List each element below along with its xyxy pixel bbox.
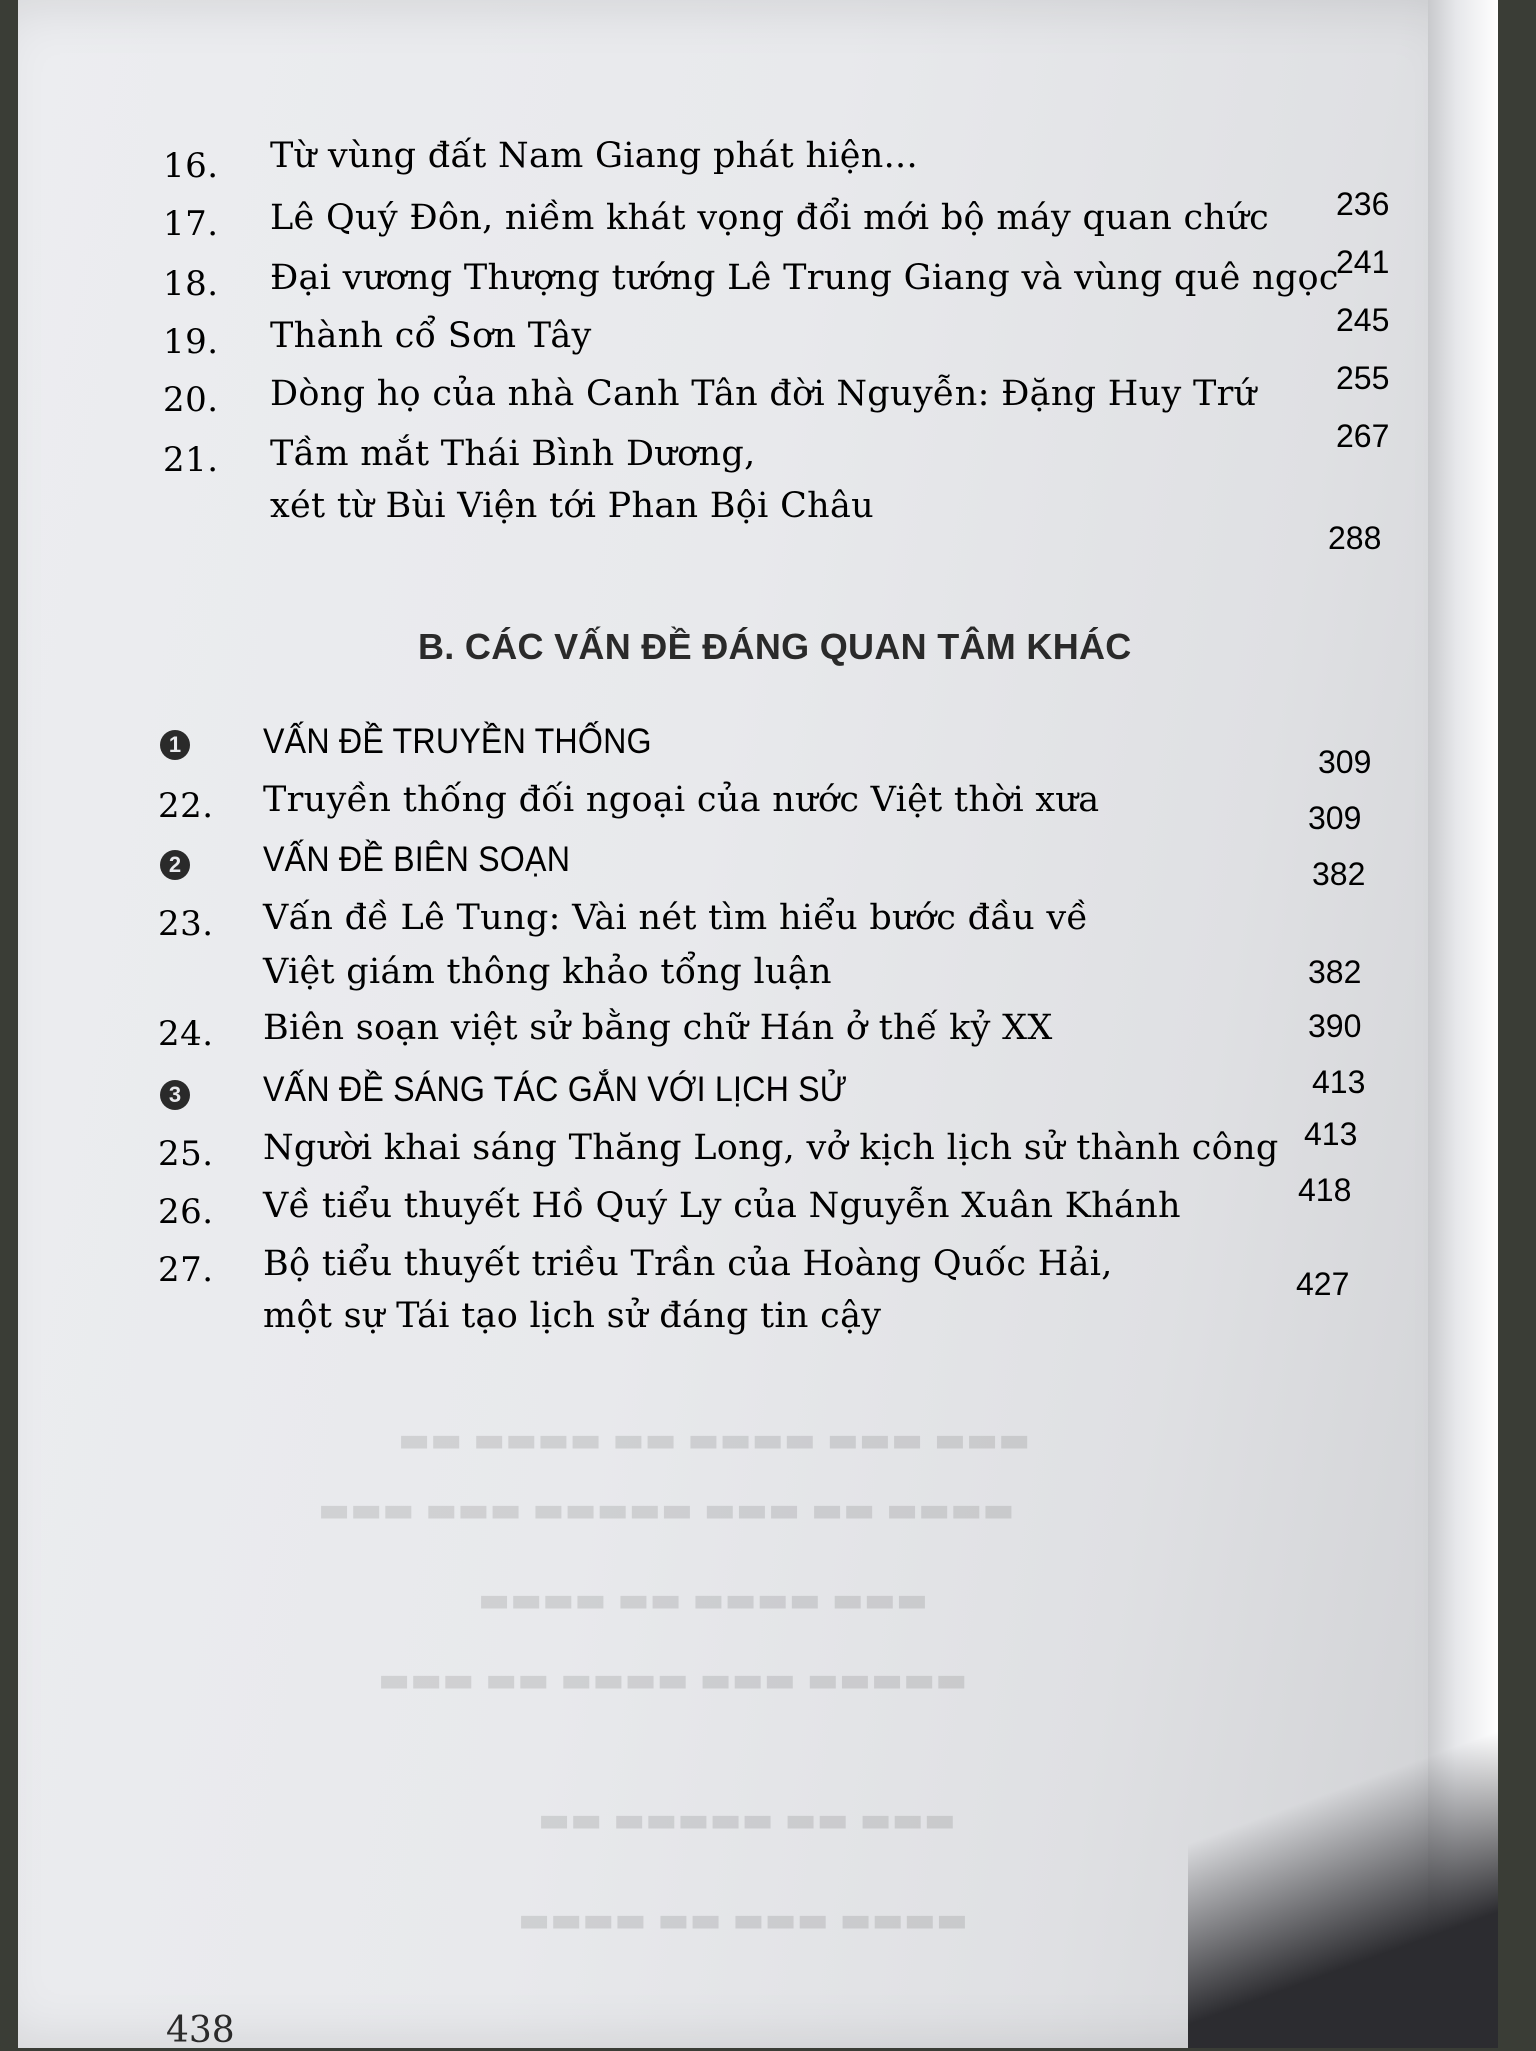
entry-page: 382 <box>1308 954 1362 990</box>
entry-number: 17. <box>163 204 219 244</box>
entry-number: 18. <box>163 264 219 304</box>
entry-title: Về tiểu thuyết Hồ Quý Ly của Nguyễn Xuân Khánh <box>263 1186 1181 1226</box>
entry-number: 22. <box>158 786 214 826</box>
bleed-through-text: ▬▬▬▬ ▬▬ ▬▬▬ ▬▬▬▬▬ ▬▬▬ ▬▬▬ <box>318 1490 1015 1530</box>
entry-number: 21. <box>163 440 219 480</box>
entry-title: Người khai sáng Thăng Long, vở kịch lịch sử thành công <box>263 1128 1279 1168</box>
section-page: 382 <box>1312 856 1366 892</box>
page-number: 438 <box>166 2010 235 2051</box>
entry-title-continued: xét từ Bùi Viện tới Phan Bội Châu <box>270 486 875 526</box>
section-page: 309 <box>1318 744 1372 780</box>
entry-page: 413 <box>1304 1116 1358 1152</box>
section-heading: B. CÁC VẤN ĐỀ ĐÁNG QUAN TÂM KHÁC <box>418 626 1132 667</box>
entry-title: Biên soạn việt sử bằng chữ Hán ở thế kỷ XX <box>263 1008 1053 1048</box>
entry-title: Vấn đề Lê Tung: Vài nét tìm hiểu bước đầu về <box>263 898 1089 938</box>
entry-page: 390 <box>1308 1008 1362 1044</box>
table-of-contents <box>18 0 1498 2051</box>
entry-title-continued: một sự Tái tạo lịch sử đáng tin cậy <box>263 1296 882 1336</box>
entry-page: 245 <box>1336 302 1390 338</box>
entry-title: Lê Quý Đôn, niềm khát vọng đổi mới bộ máy quan chức <box>270 198 1269 238</box>
entry-number: 19. <box>163 322 219 362</box>
entry-page: 418 <box>1298 1172 1352 1208</box>
bleed-through-text: ▬▬▬ ▬▬ ▬▬▬▬▬ ▬▬ <box>538 1800 956 1840</box>
entry-page: 427 <box>1296 1266 1350 1302</box>
entry-page: 288 <box>1328 520 1382 556</box>
entry-number: 24. <box>158 1014 214 1054</box>
section-title: VẤN ĐỀ SÁNG TÁC GẮN VỚI LỊCH SỬ <box>263 1070 848 1109</box>
section-marker: 3 <box>160 1080 190 1110</box>
entry-page: 241 <box>1336 244 1390 280</box>
bleed-through-text: ▬▬▬▬ ▬▬▬ ▬▬ ▬▬▬▬ <box>518 1900 969 1940</box>
entry-number: 27. <box>158 1250 214 1290</box>
entry-page: 267 <box>1336 418 1390 454</box>
bleed-through-text: ▬▬▬ ▬▬▬▬ ▬▬ ▬▬▬▬ <box>478 1580 929 1620</box>
entry-number: 16. <box>163 146 219 186</box>
book-page <box>18 0 1498 2051</box>
entry-number: 25. <box>158 1134 214 1174</box>
section-marker: 2 <box>160 850 190 880</box>
section-page: 413 <box>1312 1064 1366 1100</box>
entry-title: Bộ tiểu thuyết triều Trần của Hoàng Quốc Hải, <box>263 1244 1113 1284</box>
entry-title: Dòng họ của nhà Canh Tân đời Nguyễn: Đặng Huy Trứ <box>270 374 1257 414</box>
entry-title: Thành cổ Sơn Tây <box>270 316 592 356</box>
entry-number: 26. <box>158 1192 214 1232</box>
bleed-through-text: ▬▬▬ ▬▬▬ ▬▬▬▬ ▬▬ ▬▬▬▬ ▬▬ <box>398 1420 1031 1460</box>
entry-page: 255 <box>1336 360 1390 396</box>
entry-title: Từ vùng đất Nam Giang phát hiện... <box>270 136 918 176</box>
section-marker: 1 <box>160 730 190 760</box>
entry-number: 20. <box>163 380 219 420</box>
entry-number: 23. <box>158 904 214 944</box>
bleed-through-text: ▬▬▬▬▬ ▬▬▬ ▬▬▬▬ ▬▬ ▬▬▬ <box>378 1660 968 1700</box>
entry-page: 236 <box>1336 186 1390 222</box>
entry-title: Đại vương Thượng tướng Lê Trung Giang và vùng quê ngọc <box>270 258 1339 298</box>
section-title: VẤN ĐỀ TRUYỀN THỐNG <box>263 722 652 761</box>
entry-title-continued: Việt giám thông khảo tổng luận <box>263 952 832 992</box>
entry-title: Truyền thống đối ngoại của nước Việt thời xưa <box>263 780 1100 820</box>
entry-page: 309 <box>1308 800 1362 836</box>
entry-title: Tầm mắt Thái Bình Dương, <box>270 434 756 474</box>
section-title: VẤN ĐỀ BIÊN SOẠN <box>263 840 571 879</box>
